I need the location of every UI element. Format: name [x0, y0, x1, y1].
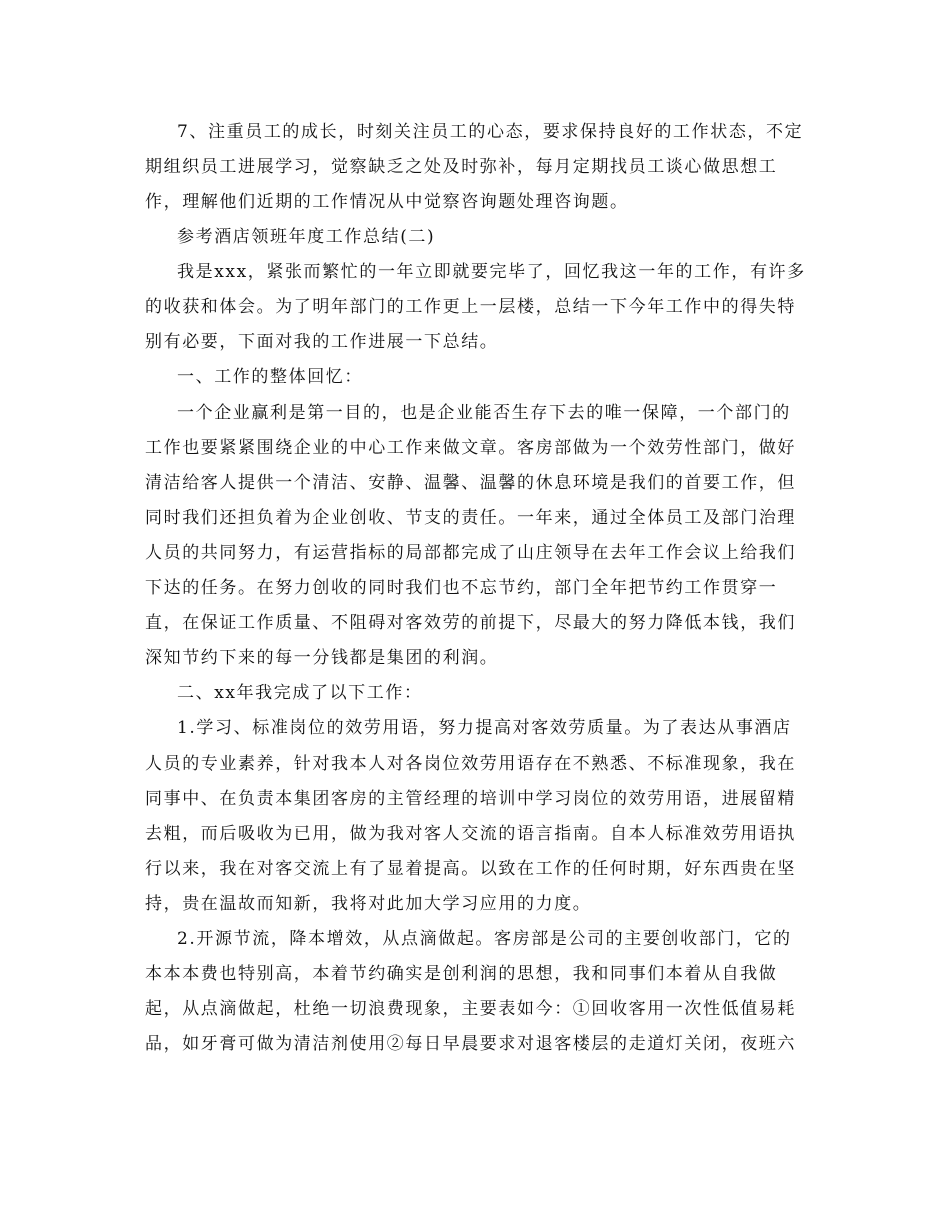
text-line: 1.学习、标准岗位的效劳用语，努力提高对客效劳质量。为了表达从事酒店 [177, 718, 792, 738]
text-line: 期组织员工进展学习，觉察缺乏之处及时弥补，每月定期找员工谈心做思想工 [145, 157, 778, 177]
text-line: 7、注重员工的成长，时刻关注员工的心态，要求保持良好的工作状态，不定 [177, 122, 804, 142]
subsection-heading: 二、xx年我完成了以下工作： [177, 683, 423, 703]
text-line: 品，如牙膏可做为清洁剂使用②每日早晨要求对退客楼层的走道灯关闭，夜班六 [145, 1034, 796, 1054]
text-line: 行以来，我在对客交流上有了显着提高。以致在工作的任何时期，好东西贵在坚 [145, 859, 796, 879]
text-line: 一个企业赢利是第一目的，也是企业能否生存下去的唯一保障，一个部门的 [177, 403, 791, 423]
text-line: 直，在保证工作质量、不阻碍对客效劳的前提下，尽最大的努力降低本钱，我们 [145, 613, 796, 633]
text-line: 同事中、在负责本集团客房的主管经理的培训中学习岗位的效劳用语，进展留精 [145, 789, 796, 809]
text-line: 本本本费也特别高，本着节约确实是创利润的思想，我和同事们本着从自我做 [145, 964, 778, 984]
text-line: 人员的专业素养，针对我本人对各岗位效劳用语存在不熟悉、不标准现象，我在 [145, 754, 796, 774]
section-heading: 参考酒店领班年度工作总结(二) [177, 227, 436, 247]
text-line: 深知节约下来的每一分钱都是集团的利润。 [145, 648, 499, 668]
text-line: 去粗，而后吸收为已用，做为我对客人交流的语言指南。自本人标准效劳用语执 [145, 824, 796, 844]
text-line: 别有必要，下面对我的工作进展一下总结。 [145, 332, 499, 352]
text-line: 下达的任务。在努力创收的同时我们也不忘节约，部门全年把节约工作贯穿一 [145, 578, 778, 598]
text-line: 的收获和体会。为了明年部门的工作更上一层楼，总结一下今年工作中的得失特 [145, 297, 796, 317]
text-line: 我是xxx，紧张而繁忙的一年立即就要完毕了，回忆我这一年的工作，有许多 [177, 262, 806, 282]
text-line: 人员的共同努力，有运营指标的局部都完成了山庄领导在去年工作会议上给我们 [145, 543, 796, 563]
text-line: 2.开源节流，降本增效，从点滴做起。客房部是公司的主要创收部门，它的 [177, 929, 792, 949]
text-line: 起，从点滴做起，杜绝一切浪费现象，主要表如今：①回收客用一次性低值易耗 [145, 999, 796, 1019]
subsection-heading: 一、工作的整体回忆： [177, 367, 363, 387]
text-line: 持，贵在温故而知新，我将对此加大学习应用的力度。 [145, 894, 592, 914]
text-line: 工作也要紧紧围绕企业的中心工作来做文章。客房部做为一个效劳性部门，做好 [145, 438, 796, 458]
text-line: 作，理解他们近期的工作情况从中觉察咨询题处理咨询题。 [145, 192, 629, 212]
text-line: 清洁给客人提供一个清洁、安静、温馨、温馨的休息环境是我们的首要工作，但 [145, 473, 796, 493]
text-line: 同时我们还担负着为企业创收、节支的责任。一年来，通过全体员工及部门治理 [145, 508, 796, 528]
